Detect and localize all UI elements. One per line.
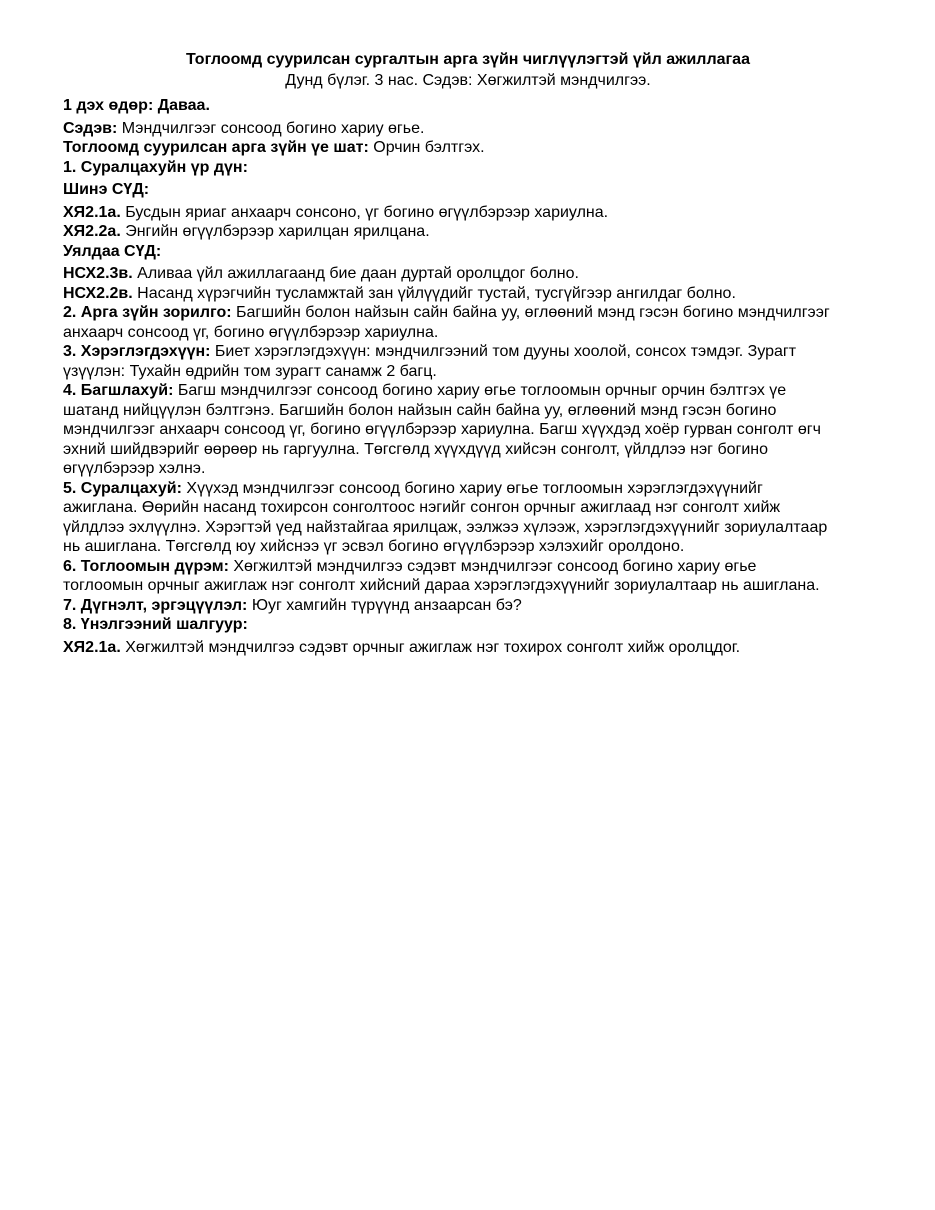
new-outcomes-heading: Шинэ СҮД: <box>63 181 150 198</box>
teaching-line-2: шатанд нийцүүлэн бэлтгэнэ. Багшийн болон найзын сайн байна уу, өглөөний мэнд гэсэн богино <box>63 401 777 419</box>
outcomes-heading: 1. Суралцахуйн үр дүн: <box>63 158 248 176</box>
outcome-code: НСХ2.3в. <box>63 265 133 282</box>
goal-text: Багшийн болон найзын сайн байна уу, өглөөний мэнд гэсэн богино мэндчилгээг <box>231 304 830 321</box>
summary-line <box>63 596 873 616</box>
topic-text: Мэндчилгээг сонсоод богино хариу өгье. <box>117 119 425 137</box>
outcome-code: ХЯ2.1а. <box>63 203 121 221</box>
learning-label: 5. Суралцахуй: <box>63 479 182 497</box>
stage-line <box>63 138 873 158</box>
teaching-line-4: эхний шийдвэрийг өөрөөр нь гаргуулна. Төгсгөлд хүүхдүүд хийсэн сонголт, үйлдлээ нэг богино <box>63 440 769 458</box>
teaching-line-5: өгүүлбэрээр хэлнэ. <box>63 460 206 477</box>
learning-line-2: ажиглана. Өөрийн насанд тохирсон сонголтоос нэгийг сонгон орчныг ажиглаад нэг сонголт хийж <box>63 499 781 516</box>
goal-line-1 <box>63 303 873 323</box>
outcome-item <box>63 264 873 284</box>
stage-label: Тоглоомд суурилсан арга зүйн үе шат: <box>63 139 369 156</box>
stage-text: Орчин бэлтгэх. <box>368 139 485 156</box>
rules-line-1 <box>63 557 873 577</box>
outcome-text: Насанд хүрэгчийн тусламжтай зан үйлүүдийг тустай, тусгүйгээр ангилдаг болно. <box>132 284 736 302</box>
materials-text: Биет хэрэглэгдэхүүн: мэндчилгээний том дууны хоолой, сонсох тэмдэг. Зурагт <box>210 343 797 360</box>
outcome-code: ХЯ2.2а. <box>63 223 121 240</box>
cont-outcomes-heading: Уялдаа СҮД: <box>63 242 162 260</box>
materials-line-2: үзүүлэн: Тухайн өдрийн том зурагт санамж 2 багц. <box>63 362 437 380</box>
topic-line <box>63 119 873 139</box>
materials-label: 3. Хэрэглэгдэхүүн: <box>63 343 211 360</box>
rules-line-2: тоглоомын орчныг ажиглаж нэг сонголт хийсний дараа хэрэглэгдэхүүнийг зориулалтаар нь ашиглана. <box>63 577 820 594</box>
materials-line-1 <box>63 342 873 362</box>
rules-text: Хөгжилтэй мэндчилгээ сэдэвт мэндчилгээг сонсоод богино хариу өгье <box>228 557 757 575</box>
goal-label: 2. Арга зүйн зорилго: <box>63 304 232 321</box>
teaching-text: Багш мэндчилгээг сонсоод богино хариу өгье тоглоомын орчныг орчин бэлтгэх үе <box>173 382 787 399</box>
outcome-text: Аливаа үйл ажиллагаанд бие даан дуртай оролцдог болно. <box>132 265 579 282</box>
criteria-code: ХЯ2.1а. <box>63 638 121 656</box>
teaching-line-1 <box>63 381 873 401</box>
teaching-label: 4. Багшлахуй: <box>63 382 174 399</box>
outcome-code: НСХ2.2в. <box>63 284 133 302</box>
goal-line-2: анхаарч сонсоод үг, богино өгүүлбэрээр хариулна. <box>63 323 439 341</box>
outcome-text: Бусдын яриаг анхаарч сонсоно, үг богино өгүүлбэрээр хариулна. <box>120 203 609 221</box>
outcome-item <box>63 203 873 223</box>
summary-text: Юуг хамгийн түрүүнд анзаарсан бэ? <box>247 596 522 614</box>
criteria-text: Хөгжилтэй мэндчилгээ сэдэвт орчныг ажиглаж нэг тохирох сонголт хийж оролцдог. <box>120 638 741 656</box>
learning-line-4: нь ашиглана. Төгсгөлд юу хийснээ үг эсвэл богино өгүүлбэрээр хэлэхийг оролдоно. <box>63 538 685 555</box>
outcome-item <box>63 222 873 242</box>
rules-label: 6. Тоглоомын дүрэм: <box>63 557 229 575</box>
learning-line-3: үйлдлээ эхлүүлнэ. Хэрэгтэй үед найзтайгаа ярилцаж, ээлжээ хүлээж, хэрэглэгдэхүүнийг зориулалтаар <box>63 518 828 536</box>
outcome-item <box>63 284 873 304</box>
criteria-heading: 8. Үнэлгээний шалгуур: <box>63 616 248 633</box>
day-heading: 1 дэх өдөр: Даваа. <box>63 97 210 114</box>
teaching-line-3: мэндчилгээг анхаарч сонсоод үг, богино өгүүлбэрээр хариулна. Багш хүүхдэд хоёр гурван сонголт өгч <box>63 421 821 438</box>
document-subtitle: Дунд бүлэг. 3 нас. Сэдэв: Хөгжилтэй мэндчилгээ. <box>285 72 651 89</box>
learning-line-1 <box>63 479 873 499</box>
document-title: Тоглоомд суурилсан сургалтын арга зүйн чиглүүлэгтэй үйл ажиллагаа <box>186 51 750 68</box>
learning-text: Хүүхэд мэндчилгээг сонсоод богино хариу өгье тоглоомын хэрэглэгдэхүүнийг <box>181 479 763 497</box>
criteria-item <box>63 638 873 658</box>
outcome-text: Энгийн өгүүлбэрээр харилцан ярилцана. <box>120 223 430 240</box>
summary-label: 7. Дүгнэлт, эргэцүүлэл: <box>63 596 248 614</box>
topic-label: Сэдэв: <box>63 119 118 137</box>
